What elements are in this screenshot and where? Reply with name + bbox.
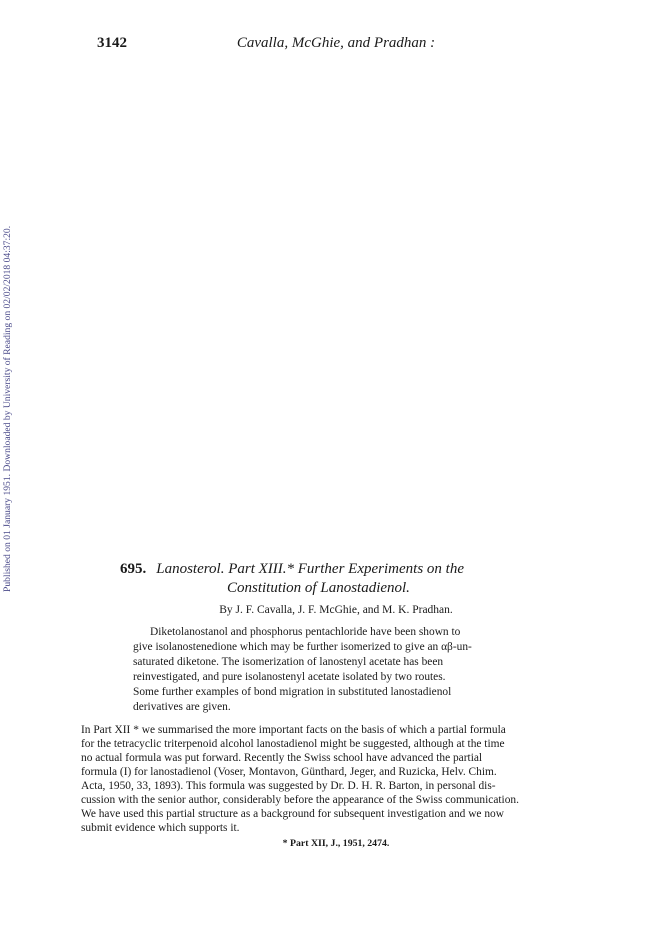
body-line: no actual formula was put forward. Recently the Swiss school have advanced the partial (81, 752, 483, 764)
abstract-line: Diketolanostanol and phosphorus pentachloride have been shown to (150, 626, 461, 638)
body-line: for the tetracyclic triterpenoid alcohol lanostadienol might be suggested, although at the time (81, 738, 505, 750)
title-text-1: Lanosterol. Part XIII.* Further Experiments on the (156, 561, 464, 577)
body-line: Acta, 1950, 33, 1893). This formula was suggested by Dr. D. H. R. Barton, in personal dis- (81, 780, 496, 792)
footnote: * Part XII, J., 1951, 2474. (282, 838, 390, 849)
body-line: submit evidence which supports it. (81, 822, 240, 834)
page-number: 3142 (97, 35, 127, 51)
download-watermark: Published on 01 January 1951. Downloaded by University of Reading on 02/02/2018 04:37:20. (2, 225, 13, 592)
abstract-line: reinvestigated, and pure isolanostenyl acetate isolated by two routes. (133, 671, 446, 683)
body-line: In Part XII * we summarised the more important facts on the basis of which a partial formula (81, 724, 506, 736)
abstract-line: saturated diketone. The isomerization of lanostenyl acetate has been (133, 656, 444, 668)
running-head: Cavalla, McGhie, and Pradhan : (236, 35, 436, 51)
abstract-line: give isolanostenedione which may be further isomerized to give an αβ-un- (133, 641, 472, 653)
body-line: cussion with the senior author, considerably before the appearance of the Swiss communication. (81, 794, 519, 806)
title-line-1 (120, 561, 464, 578)
body-line: formula (I) for lanostadienol (Voser, Montavon, Günthard, Jeger, and Ruzicka, Helv. Chim. (81, 766, 497, 778)
body-line: We have used this partial structure as a background for subsequent investigation and we now (81, 808, 504, 820)
abstract-line: derivatives are given. (133, 701, 231, 713)
title-line-2: Constitution of Lanostadienol. (227, 580, 410, 596)
article-number: 695. (120, 561, 147, 577)
abstract-line: Some further examples of bond migration in substituted lanostadienol (133, 686, 452, 698)
author-line: By J. F. Cavalla, J. F. McGhie, and M. K. Pradhan. (219, 604, 453, 616)
